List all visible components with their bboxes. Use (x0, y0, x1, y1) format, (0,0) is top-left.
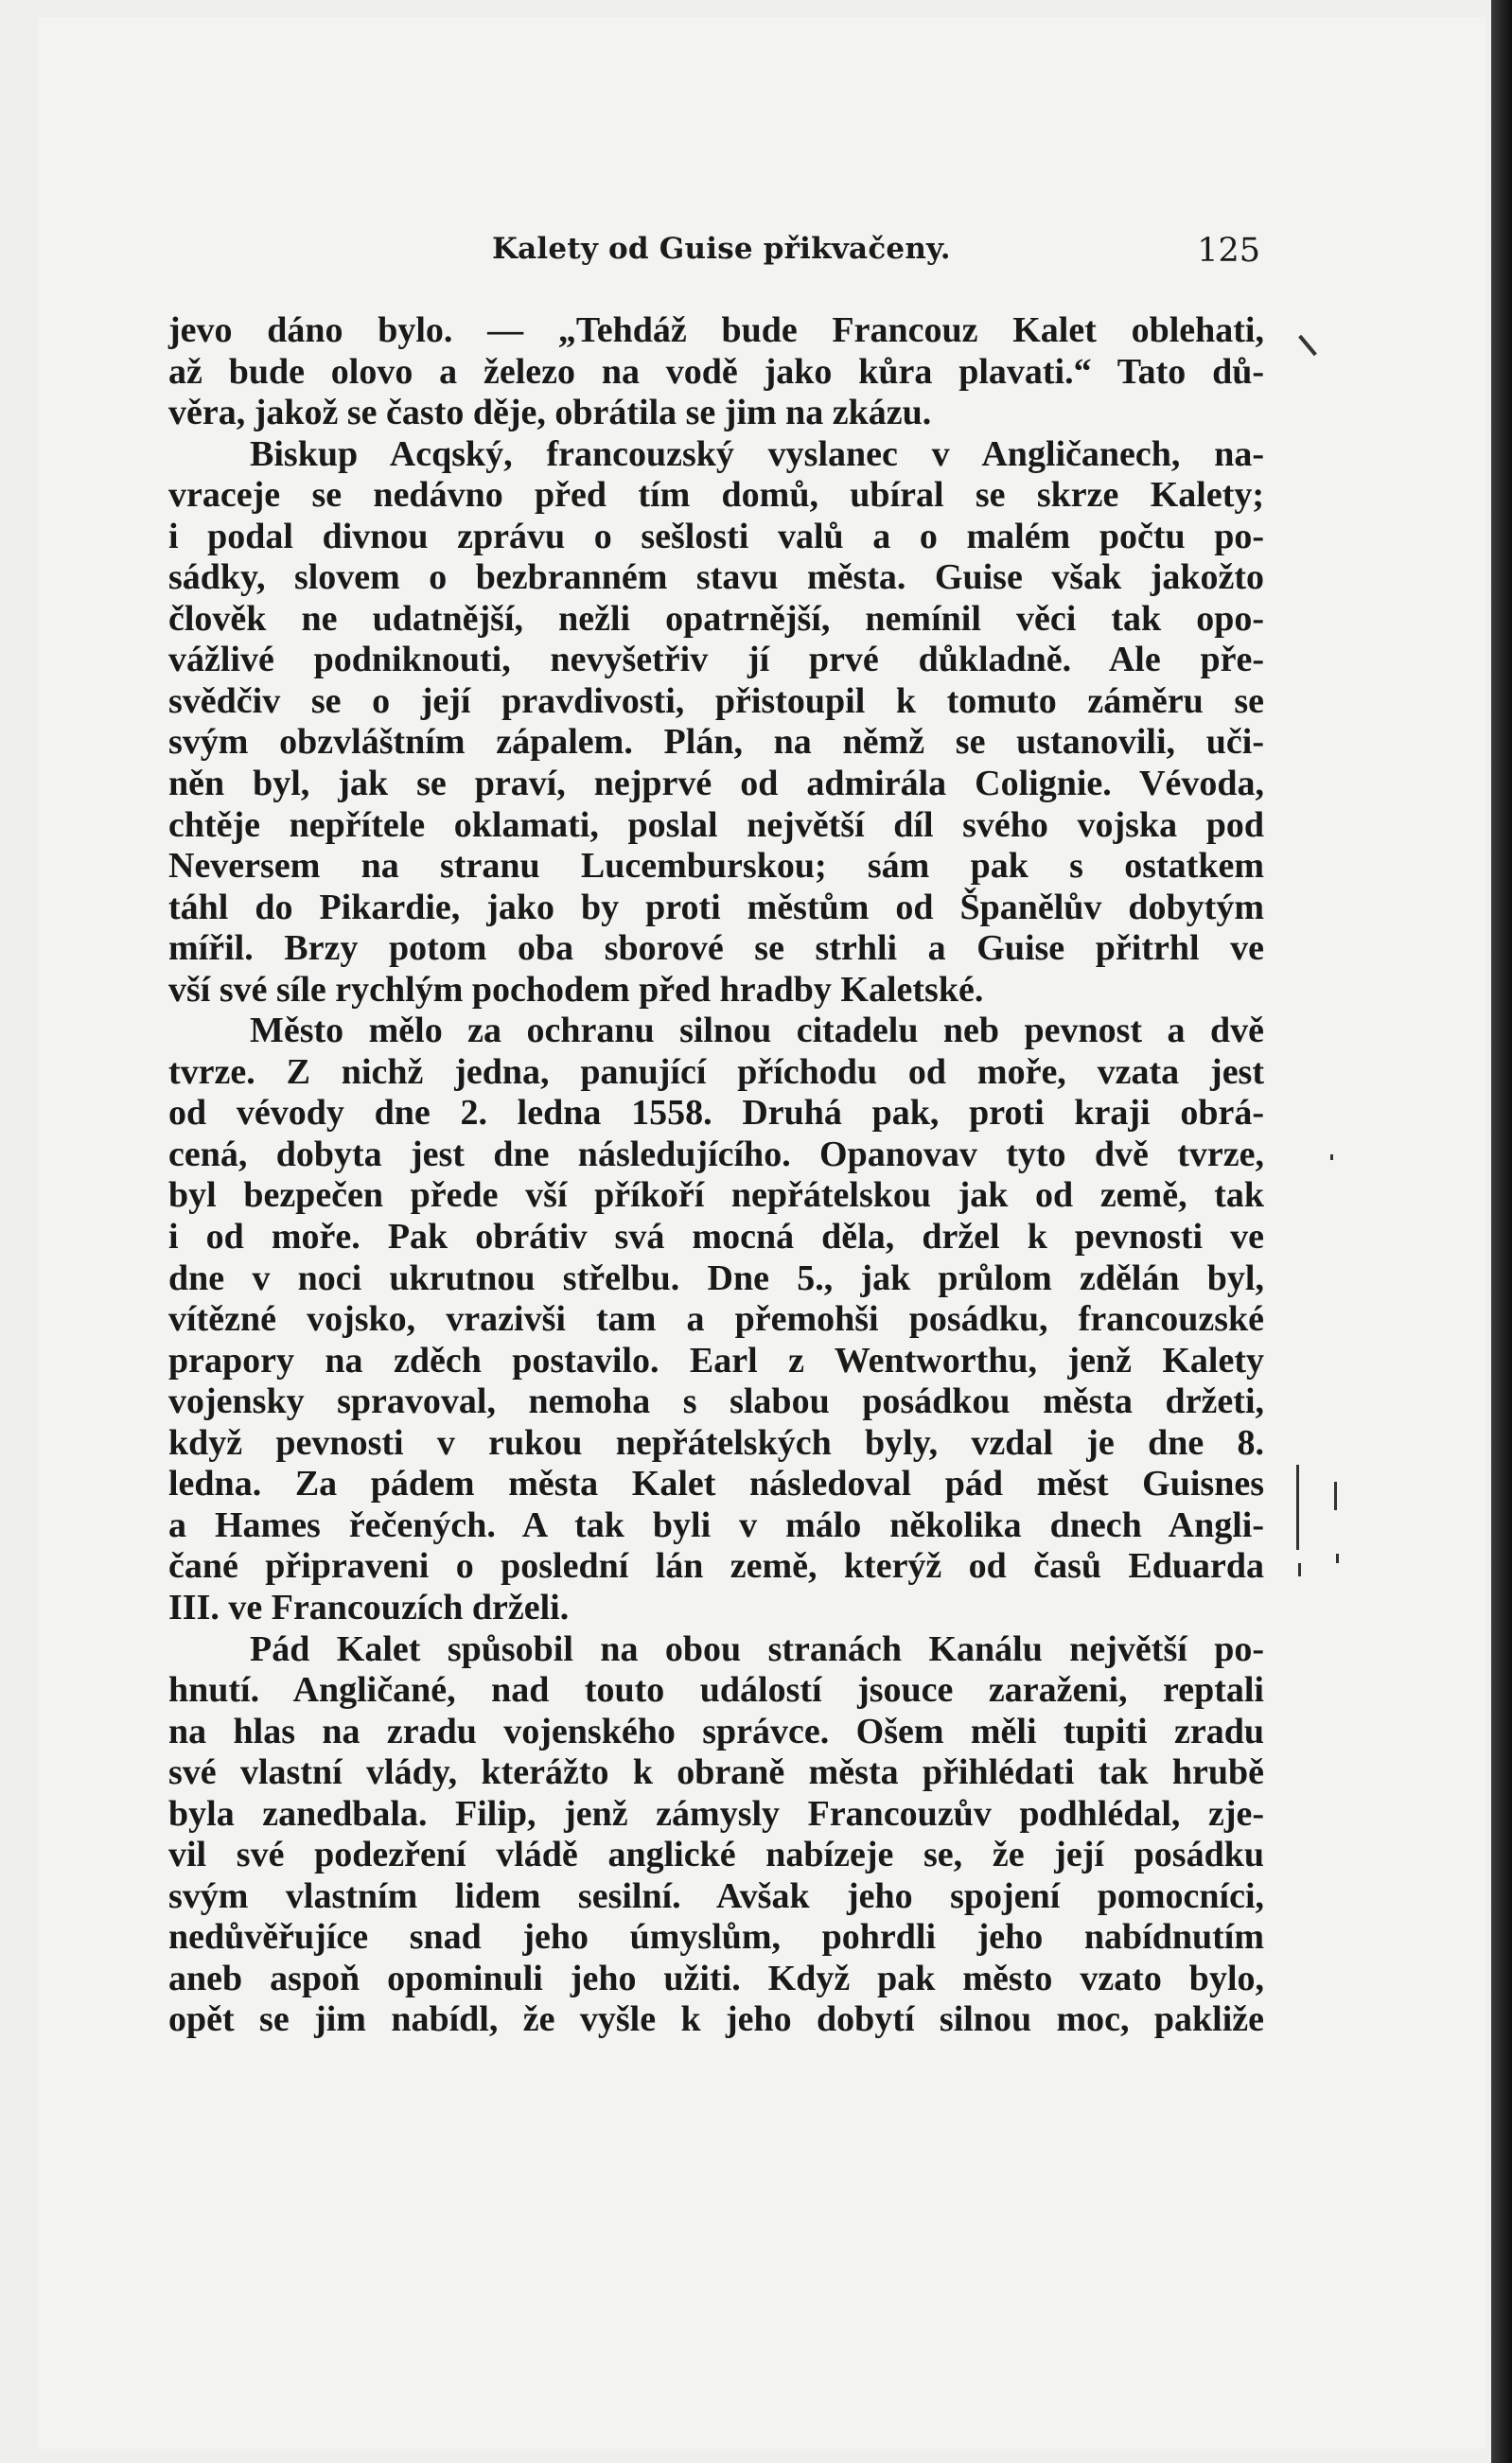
text-line: tvrze. Z nichž jedna, panující příchodu od moře, vzata jest (168, 1051, 1264, 1092)
text-line: byl bezpečen přede vší příkoří nepřátelskou jak od země, tak (168, 1175, 1264, 1216)
text-line: Neversem na stranu Lucemburskou; sám pak s ostatkem (168, 846, 1264, 887)
text-line: chtěje nepřítele oklamati, poslal největší díl svého vojska pod (168, 804, 1264, 845)
page-header (492, 232, 1260, 270)
text-line: něn byl, jak se praví, nejprvé od admirála Colignie. Vévoda, (168, 764, 1264, 804)
text-line: svým obzvláštním zápalem. Plán, na němž se ustanovili, uči- (168, 722, 1264, 763)
text-line: nedůvěřujíce snad jeho úmyslům, pohrdli jeho nabídnutím (168, 1917, 1264, 1958)
text-line: aneb aspoň opominuli jeho užiti. Když pak město vzato bylo, (168, 1958, 1264, 1998)
text-line: táhl do Pikardie, jako by proti městům od Španělův dobytým (168, 887, 1264, 927)
margin-mark (1334, 1482, 1337, 1510)
text-line: vraceje se nedávno před tím domů, ubíral se skrze Kalety; (168, 475, 1264, 516)
text-line: mířil. Brzy potom oba sborové se strhli a Guise přitrhl ve (168, 928, 1264, 969)
text-line: dne v noci ukrutnou střelbu. Dne 5., jak průlom zdělán byl, (168, 1258, 1264, 1298)
text-line: vil své podezření vládě anglické nabízeje se, že její posádku (168, 1835, 1264, 1875)
text-line: i od moře. Pak obrátiv svá mocná děla, držel k pevnosti ve (168, 1217, 1264, 1258)
text-line: když pevnosti v rukou nepřátelských byly, vzdal je dne 8. (168, 1422, 1264, 1463)
text-line: na hlas na zradu vojenského správce. Ošem měli tupiti zradu (168, 1711, 1264, 1751)
body-text (168, 310, 1264, 2041)
text-line: Pád Kalet spůsobil na obou stranách Kanálu největší po- (250, 1628, 1264, 1669)
margin-mark (1330, 1154, 1333, 1160)
text-line: jevo dáno bylo. — „Tehdáž bude Francouz Kalet oblehati, (168, 310, 1264, 350)
text-line: vážlivé podniknouti, nevyšetřiv jí prvé důkladně. Ale pře- (168, 640, 1264, 680)
margin-mark (1298, 1563, 1301, 1576)
text-line: od vévody dne 2. ledna 1558. Druhá pak, proti kraji obrá- (168, 1093, 1264, 1134)
text-line: III. ve Francouzích drželi. (168, 1587, 570, 1627)
text-line: byla zanedbala. Filip, jenž zámysly Francouzův podhlédal, zje- (168, 1793, 1264, 1834)
text-line: čané připraveni o poslední lán země, kterýž od časů Eduarda (168, 1546, 1264, 1587)
text-line: svým vlastním lidem sesilní. Avšak jeho spojení pomocníci, (168, 1875, 1264, 1916)
text-line: hnutí. Angličané, nad touto událostí jsouce zaraženi, reptali (168, 1670, 1264, 1711)
text-line: cená, dobyta jest dne následujícího. Opanovav tyto dvě tvrze, (168, 1134, 1264, 1174)
page-number: 125 (1197, 232, 1260, 270)
text-line: sádky, slovem o bezbranném stavu města. Guise však jakožto (168, 557, 1264, 598)
text-line: své vlastní vlády, kterážto k obraně města přihlédati tak hrubě (168, 1752, 1264, 1793)
margin-mark (1296, 1465, 1299, 1550)
text-line: Město mělo za ochranu silnou citadelu neb pevnost a dvě (250, 1011, 1264, 1051)
text-line: až bude olovo a železo na vodě jako kůra plavati.“ Tato dů- (168, 351, 1264, 392)
text-line: Biskup Acqský, francouzský vyslanec v Angličanech, na- (250, 433, 1264, 474)
scan-edge-shadow (1491, 0, 1512, 2463)
running-head: Kalety od Guise přikvačeny. (492, 232, 951, 266)
text-line: ledna. Za pádem města Kalet následoval pád měst Guisnes (168, 1464, 1264, 1504)
text-line: člověk ne udatnější, nežli opatrnější, nemínil věci tak opo- (168, 598, 1264, 639)
text-line: opět se jim nabídl, že vyšle k jeho dobytí silnou moc, pakliže (168, 1999, 1264, 2040)
text-line: věra, jakož se často děje, obrátila se jim na zkázu. (168, 393, 932, 433)
text-line: vší své síle rychlým pochodem před hradby Kaletské. (168, 969, 984, 1010)
text-line: vítězné vojsko, vrazivši tam a přemohši posádku, francouzské (168, 1299, 1264, 1340)
margin-mark (1336, 1554, 1339, 1563)
text-line: a Hames řečených. A tak byli v málo několika dnech Angli- (168, 1504, 1264, 1545)
text-line: i podal divnou zprávu o sešlosti valů a o malém počtu po- (168, 516, 1264, 556)
text-line: svědčiv se o její pravdivosti, přistoupil k tomuto záměru se (168, 680, 1264, 721)
text-line: prapory na zděch postavilo. Earl z Wentworthu, jenž Kalety (168, 1340, 1264, 1381)
text-line: vojensky spravoval, nemoha s slabou posádkou města držeti, (168, 1381, 1264, 1422)
